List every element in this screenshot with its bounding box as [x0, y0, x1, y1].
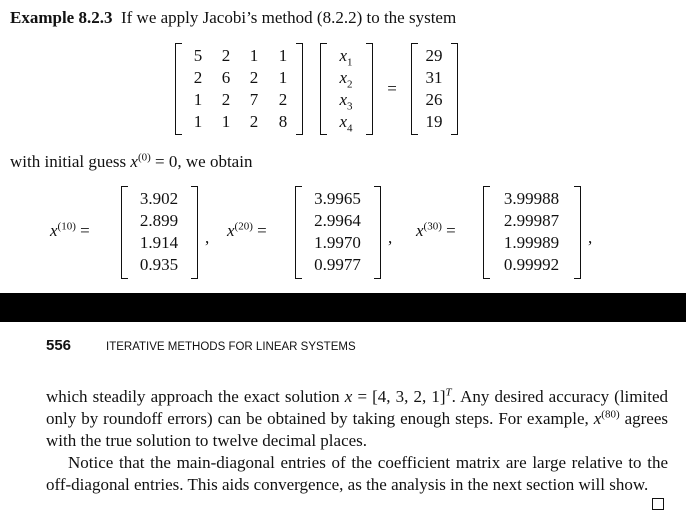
iterate-entry: 3.902: [139, 189, 179, 208]
p1-var-x: x: [344, 387, 353, 406]
unknown-entry: $x_3$: [339, 90, 353, 113]
guess-post: = 0, we obtain: [150, 152, 253, 171]
example-label: Example 8.2.3: [10, 8, 113, 27]
unknown-vector-right-bracket: [366, 43, 373, 135]
matrix-cell: 2: [249, 112, 259, 131]
matrix-cell: 1: [193, 112, 203, 131]
iterate-entry: 1.99989: [503, 233, 560, 252]
p1-text-h: agrees with the true solution to twelve decimal places.: [46, 409, 668, 450]
comma: ,: [388, 228, 393, 247]
matrix-cell: 1: [278, 46, 288, 65]
iterate-vector-right-bracket: [574, 186, 581, 279]
paragraph-2: Notice that the main-diagonal entries of the coefficient matrix are large relative to the off-diagonal entries. This aids convergence, as the analysis in the next section will show.: [46, 453, 668, 494]
iterate-label: $x^{(10)}$ =: [50, 220, 90, 240]
matrix-cell: 1: [221, 112, 231, 131]
iterate-entry: 3.99988: [503, 189, 560, 208]
matrix-cell: 7: [249, 90, 259, 109]
matrix-cell: 6: [221, 68, 231, 87]
rhs-entry: 31: [425, 68, 443, 87]
iterate-entry: 0.99992: [503, 255, 560, 274]
iterate-entry: 0.9977: [314, 255, 361, 274]
rhs-entry: 29: [425, 46, 443, 65]
iterate-entry: 0.935: [139, 255, 179, 274]
body-text: [46, 386, 668, 496]
guess-var: x: [130, 152, 138, 171]
rhs-entry: 26: [425, 90, 443, 109]
unknown-entry: $x_4$: [339, 112, 353, 135]
guess-pre: with initial guess: [10, 152, 131, 171]
matrix-cell: 2: [249, 68, 259, 87]
iterate-entry: 1.914: [139, 233, 179, 252]
matrix-cell: 2: [221, 90, 231, 109]
unknown-entry: $x_1$: [339, 46, 353, 69]
iterate-entry: 1.9970: [314, 233, 361, 252]
end-of-proof-icon: [652, 498, 664, 510]
running-title: ITERATIVE METHODS FOR LINEAR SYSTEMS: [106, 341, 356, 353]
p1-text-e: . Any desired accuracy (limited only by roundoff errors) can be obtained by taking enough steps. For example,: [46, 387, 668, 428]
matrix-cell: 8: [278, 112, 288, 131]
initial-guess-text: [10, 152, 252, 172]
matrix-cell: 2: [278, 90, 288, 109]
iterate-entry: 2.899: [139, 211, 179, 230]
guess-sup: (0): [137, 151, 151, 164]
page-number: 556: [46, 337, 72, 354]
iterate-entry: 2.9964: [314, 211, 361, 230]
example-heading: [10, 8, 456, 28]
page-break-bar: [0, 293, 686, 322]
comma: ,: [588, 228, 593, 247]
matrix-cell: 5: [193, 46, 203, 65]
p1-sup-80: (80): [601, 408, 620, 421]
matrix-cell: 2: [193, 68, 203, 87]
iterate-label: $x^{(30)}$ =: [416, 220, 456, 240]
matrix-left-bracket: [175, 43, 182, 135]
iterate-entry: 3.9965: [314, 189, 361, 208]
rhs-entry: 19: [425, 112, 443, 131]
p1-text-c: = [4, 3, 2, 1]: [352, 387, 446, 406]
matrix-cell: 1: [278, 68, 288, 87]
matrix-cell: 1: [193, 90, 203, 109]
iterate-entry: 2.99987: [503, 211, 560, 230]
iterate-label: $x^{(20)}$ =: [227, 220, 267, 240]
iterate-vector-right-bracket: [374, 186, 381, 279]
matrix-cell: 1: [249, 46, 259, 65]
iterate-vector-right-bracket: [191, 186, 198, 279]
matrix-right-bracket: [296, 43, 303, 135]
p1-transpose: T: [445, 386, 452, 399]
unknown-entry: $x_2$: [339, 68, 353, 91]
matrix-cell: 2: [221, 46, 231, 65]
p1-var-x80: x: [593, 409, 602, 428]
example-intro: If we apply Jacobi’s method (8.2.2) to the system: [120, 8, 457, 27]
comma: ,: [205, 228, 210, 247]
paragraph-1: [46, 386, 668, 452]
equals-sign: =: [387, 79, 397, 98]
p1-text-a: which steadily approach the exact solution: [46, 387, 345, 406]
